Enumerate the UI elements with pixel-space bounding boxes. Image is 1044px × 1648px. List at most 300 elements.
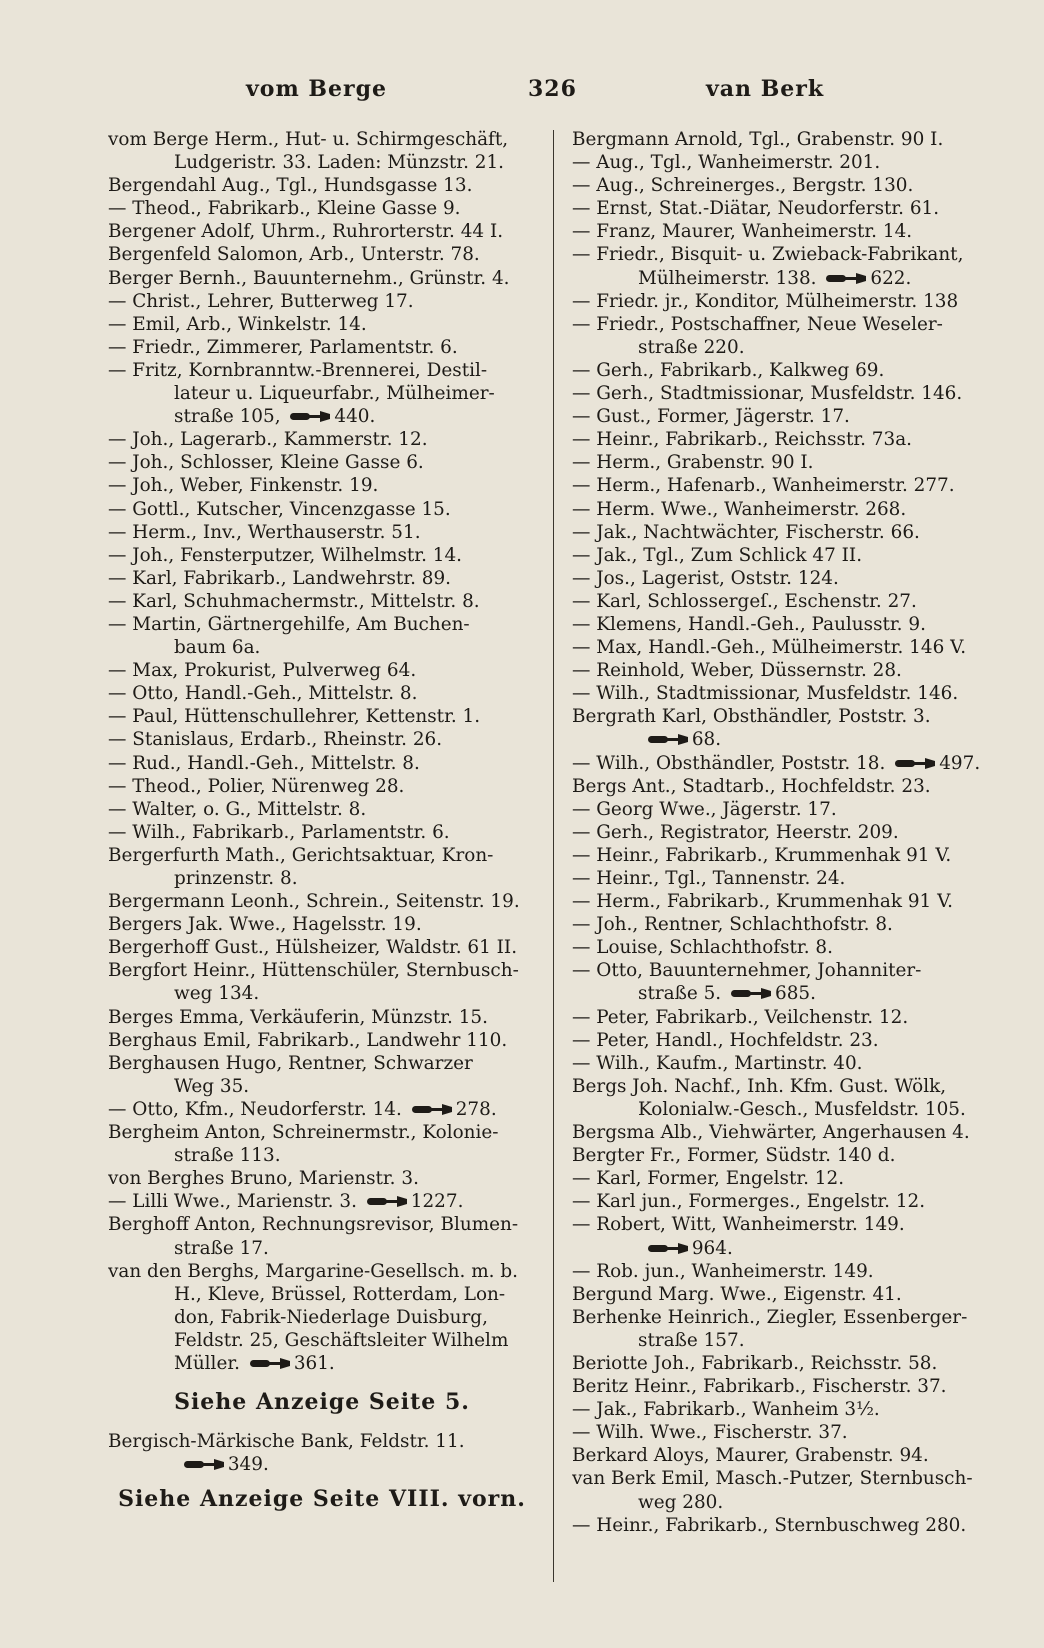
entry-line	[572, 151, 1004, 174]
directory-entry	[108, 659, 536, 682]
directory-entry	[108, 1029, 536, 1052]
entry-text: — Gerh., Registrator, Heerstr. 209.	[572, 821, 899, 843]
entry-text: H., Kleve, Brüssel, Rotterdam, Lon-	[174, 1283, 506, 1305]
entry-line	[108, 220, 536, 243]
directory-entry	[108, 290, 536, 313]
directory-entry	[108, 197, 536, 220]
entry-line	[572, 959, 1004, 982]
entry-text: Beritz Heinr., Fabrikarb., Fischerstr. 37.	[572, 1376, 947, 1398]
directory-entry	[572, 1213, 1004, 1259]
entry-line	[572, 590, 1004, 613]
phone-number: 68.	[691, 729, 722, 751]
entry-text: Bergfort Heinr., Hüttenschüler, Sternbusch-	[108, 960, 519, 982]
directory-entry	[572, 959, 1004, 1005]
directory-entry	[108, 1213, 536, 1259]
directory-entry	[108, 544, 536, 567]
header-left-keyword: vom Berge	[246, 76, 387, 102]
directory-entry	[572, 197, 1004, 220]
entry-text: — Ernst, Stat.-Diätar, Neudorferstr. 61.	[572, 198, 940, 220]
entry-line	[572, 290, 1004, 313]
directory-entry	[572, 867, 1004, 890]
entry-line	[572, 1375, 1004, 1398]
telephone-icon	[891, 757, 937, 770]
entry-text: — Joh., Fensterputzer, Wilhelmstr. 14.	[108, 544, 463, 566]
entry-text: Bergund Marg. Wwe., Eigenstr. 41.	[572, 1283, 902, 1305]
entry-line	[108, 959, 536, 982]
entry-text: Müller.	[174, 1352, 240, 1374]
entry-text: — Rud., Handl.-Geh., Mittelstr. 8.	[108, 752, 420, 774]
entry-text: Bergsma Alb., Viehwärter, Angerhausen 4.	[572, 1122, 970, 1144]
left-column	[108, 128, 536, 1511]
directory-entry	[572, 243, 1004, 289]
phone-number: 440.	[334, 406, 376, 428]
directory-entry	[572, 659, 1004, 682]
entry-text: — Robert, Witt, Wanheimerstr. 149.	[572, 1214, 905, 1236]
entry-text: Bergendahl Aug., Tgl., Hundsgasse 13.	[108, 175, 473, 197]
directory-entry	[572, 775, 1004, 798]
directory-entry	[572, 544, 1004, 567]
entry-text: — Aug., Tgl., Wanheimerstr. 201.	[572, 152, 881, 174]
entry-text: — Herm., Hafenarb., Wanheimerstr. 277.	[572, 475, 955, 497]
entry-text: — Karl jun., Formerges., Engelstr. 12.	[572, 1191, 926, 1213]
entry-line	[108, 498, 536, 521]
entry-text: — Peter, Handl., Hochfeldstr. 23.	[572, 1029, 879, 1051]
entry-continuation-line	[108, 867, 536, 890]
entry-text: — Rob. jun., Wanheimerstr. 149.	[572, 1260, 874, 1282]
entry-text: — Wilh., Kaufm., Martinstr. 40.	[572, 1052, 863, 1074]
entry-line	[572, 1260, 1004, 1283]
entry-text: — Jak., Nachtwächter, Fischerstr. 66.	[572, 521, 920, 543]
directory-entry	[108, 474, 536, 497]
entry-text: — Friedr., Postschaffner, Neue Weseler-	[572, 313, 943, 335]
entry-text: — Karl, Schuhmachermstr., Mittelstr. 8.	[108, 590, 480, 612]
phone-number: 349.	[227, 1454, 269, 1476]
entry-text: Weg 35.	[174, 1075, 250, 1097]
directory-entry	[108, 752, 536, 775]
entry-line	[108, 243, 536, 266]
entry-text: — Heinr., Tgl., Tannenstr. 24.	[572, 868, 846, 889]
entry-line	[108, 544, 536, 567]
directory-entry	[572, 682, 1004, 705]
entry-text: — Georg Wwe., Jägerstr. 17.	[572, 798, 837, 820]
entry-line	[108, 913, 536, 936]
entry-line	[108, 821, 536, 844]
header-right-keyword: van Berk	[706, 76, 825, 102]
directory-entry	[572, 1121, 1004, 1144]
directory-entry	[108, 567, 536, 590]
directory-entry	[108, 705, 536, 728]
entry-line	[108, 1430, 536, 1453]
phone-number: 1227.	[410, 1191, 464, 1213]
entry-text: — Walter, o. G., Mittelstr. 8.	[108, 798, 367, 820]
entry-text: Bergs Ant., Stadtarb., Hochfeldstr. 23.	[572, 775, 931, 797]
entry-text: Bergter Fr., Former, Südstr. 140 d.	[572, 1145, 896, 1167]
directory-entry	[108, 959, 536, 1005]
entry-line	[572, 359, 1004, 382]
entry-line	[108, 521, 536, 544]
entry-line	[108, 1098, 536, 1121]
entry-line	[108, 1006, 536, 1029]
column-divider	[553, 130, 554, 1582]
entry-text: — Otto, Handl.-Geh., Mittelstr. 8.	[108, 683, 418, 705]
directory-entry	[108, 775, 536, 798]
entry-line	[572, 682, 1004, 705]
entry-text: vom Berge Herm., Hut- u. Schirmgeschäft,	[108, 129, 509, 150]
directory-entry	[108, 821, 536, 844]
entry-text: Bergisch-Märkische Bank, Feldstr. 11.	[108, 1431, 465, 1453]
directory-entry	[108, 1121, 536, 1167]
directory-entry	[108, 128, 536, 174]
entry-text: Bergermann Leonh., Schrein., Seitenstr. 19.	[108, 891, 520, 913]
entry-line	[108, 705, 536, 728]
directory-entry	[572, 798, 1004, 821]
entry-line	[108, 798, 536, 821]
telephone-icon	[408, 1103, 454, 1116]
entry-text: — Lilli Wwe., Marienstr. 3.	[108, 1191, 357, 1213]
directory-entry	[572, 313, 1004, 359]
entry-continuation-line	[572, 267, 1004, 290]
entry-line	[108, 428, 536, 451]
entry-line	[108, 590, 536, 613]
entry-line	[572, 1052, 1004, 1075]
directory-entry	[572, 752, 1004, 775]
entry-text: — Franz, Maurer, Wanheimerstr. 14.	[572, 221, 913, 243]
entry-line	[572, 890, 1004, 913]
directory-entry	[108, 613, 536, 659]
directory-entry	[572, 428, 1004, 451]
entry-text: baum 6a.	[174, 637, 261, 659]
entry-text: — Emil, Arb., Winkelstr. 14.	[108, 313, 367, 335]
entry-line	[572, 936, 1004, 959]
entry-continuation-line	[108, 1306, 536, 1329]
directory-entry	[572, 821, 1004, 844]
entry-continuation-line	[572, 1329, 1004, 1352]
entry-text: — Herm. Wwe., Wanheimerstr. 268.	[572, 498, 907, 520]
entry-continuation-line	[572, 1491, 1004, 1514]
directory-entry	[572, 174, 1004, 197]
entry-text: — Gerh., Fabrikarb., Kalkweg 69.	[572, 359, 885, 381]
directory-entry	[572, 705, 1004, 751]
entry-text: straße 220.	[638, 336, 745, 358]
entry-continuation-line	[572, 1098, 1004, 1121]
entry-text: — Joh., Rentner, Schlachthofstr. 8.	[572, 914, 893, 936]
entry-continuation-line	[108, 636, 536, 659]
entry-text: — Heinr., Fabrikarb., Reichsstr. 73a.	[572, 429, 913, 451]
left-entries-after	[108, 1430, 536, 1476]
entry-text: — Gerh., Stadtmissionar, Musfeldstr. 146.	[572, 383, 963, 405]
entry-line	[572, 636, 1004, 659]
entry-line	[108, 775, 536, 798]
directory-entry	[572, 382, 1004, 405]
directory-entry	[108, 428, 536, 451]
directory-entry	[108, 243, 536, 266]
entry-line	[108, 174, 536, 197]
entry-line	[572, 1467, 1004, 1490]
entry-text: — Theod., Fabrikarb., Kleine Gasse 9.	[108, 198, 461, 220]
entry-line	[572, 798, 1004, 821]
directory-entry	[572, 636, 1004, 659]
entry-line	[572, 752, 1004, 775]
entry-line	[108, 290, 536, 313]
entry-text: — Otto, Bauunternehmer, Johanniter-	[572, 960, 922, 982]
entry-continuation-line	[572, 1237, 1004, 1260]
entry-line	[108, 451, 536, 474]
entry-text: Bergrath Karl, Obsthändler, Poststr. 3.	[572, 706, 931, 728]
phone-number: 497.	[939, 752, 981, 774]
entry-line	[572, 844, 1004, 867]
directory-entry	[108, 1006, 536, 1029]
entry-text: lateur u. Liqueurfabr., Mülheimer-	[174, 383, 495, 405]
entry-line	[108, 1052, 536, 1075]
entry-text: — Max, Handl.-Geh., Mülheimerstr. 146 V.	[572, 637, 967, 659]
directory-entry	[108, 682, 536, 705]
entry-text: — Gottl., Kutscher, Vincenzgasse 15.	[108, 498, 451, 520]
entry-line	[108, 1260, 536, 1283]
entry-continuation-line	[108, 405, 536, 428]
telephone-icon	[644, 1242, 690, 1255]
directory-entry	[108, 336, 536, 359]
directory-entry	[572, 613, 1004, 636]
entry-line	[572, 382, 1004, 405]
entry-line	[572, 521, 1004, 544]
entry-text: van den Berghs, Margarine-Gesellsch. m. b.	[108, 1260, 518, 1282]
entry-continuation-line	[108, 1075, 536, 1098]
entry-text: Feldstr. 25, Geschäftsleiter Wilhelm	[174, 1329, 509, 1351]
entry-text: straße 5.	[638, 983, 722, 1005]
entry-text: — Joh., Lagerarb., Kammerstr. 12.	[108, 429, 428, 451]
entry-text: — Fritz, Kornbranntw.-Brennerei, Destil-	[108, 359, 488, 381]
directory-entry	[572, 1398, 1004, 1421]
telephone-icon	[644, 733, 690, 746]
entry-line	[572, 197, 1004, 220]
entry-text: — Jak., Fabrikarb., Wanheim 3½.	[572, 1399, 880, 1421]
entry-text: Berkard Aloys, Maurer, Grabenstr. 94.	[572, 1445, 929, 1467]
entry-text: weg 280.	[638, 1491, 724, 1513]
entry-line	[572, 867, 1004, 890]
entry-line	[572, 1006, 1004, 1029]
entry-text: Berghoff Anton, Rechnungsrevisor, Blumen-	[108, 1214, 519, 1236]
entry-text: — Christ., Lehrer, Butterweg 17.	[108, 290, 414, 312]
entry-text: — Reinhold, Weber, Düssernstr. 28.	[572, 660, 902, 682]
directory-entry	[108, 1167, 536, 1190]
directory-entry	[572, 1029, 1004, 1052]
entry-text: straße 105,	[174, 406, 281, 428]
entry-line	[108, 890, 536, 913]
entry-continuation-line	[108, 151, 536, 174]
directory-entry	[108, 1430, 536, 1476]
directory-entry	[108, 936, 536, 959]
entry-text: — Otto, Kfm., Neudorferstr. 14.	[108, 1098, 402, 1120]
phone-number: 361.	[293, 1352, 335, 1374]
directory-entry	[572, 451, 1004, 474]
page-number: 326	[528, 76, 577, 102]
entry-text: — Theod., Polier, Nürenweg 28.	[108, 775, 405, 797]
directory-entry	[108, 521, 536, 544]
phone-number: 964.	[691, 1237, 733, 1259]
entry-continuation-line	[108, 1453, 536, 1476]
entry-text: Berghausen Hugo, Rentner, Schwarzer	[108, 1052, 473, 1074]
entry-text: — Wilh., Obsthändler, Poststr. 18.	[572, 752, 886, 774]
entry-text: — Louise, Schlachthofstr. 8.	[572, 937, 833, 959]
entry-text: Ludgeristr. 33. Laden: Münzstr. 21.	[174, 152, 505, 174]
entry-line	[108, 1190, 536, 1213]
entry-line	[572, 498, 1004, 521]
directory-entry	[572, 1306, 1004, 1352]
entry-line	[572, 128, 1004, 151]
entry-line	[572, 405, 1004, 428]
telephone-icon	[822, 272, 868, 285]
directory-entry	[572, 474, 1004, 497]
phone-number: 278.	[455, 1098, 497, 1120]
entry-line	[108, 936, 536, 959]
entry-line	[572, 1190, 1004, 1213]
entry-text: don, Fabrik-Niederlage Duisburg,	[174, 1306, 488, 1328]
entry-text: — Heinr., Fabrikarb., Sternbuschweg 280.	[572, 1514, 967, 1536]
entry-line	[572, 1075, 1004, 1098]
directory-entry	[572, 1421, 1004, 1444]
entry-line	[572, 1283, 1004, 1306]
directory-entry	[572, 1006, 1004, 1029]
directory-entry	[572, 128, 1004, 151]
entry-line	[572, 1444, 1004, 1467]
telephone-icon	[246, 1357, 292, 1370]
entry-line	[572, 243, 1004, 266]
directory-entry	[572, 521, 1004, 544]
entry-line	[108, 613, 536, 636]
phone-number: 685.	[775, 983, 816, 1005]
entry-text: straße 17.	[174, 1237, 269, 1259]
directory-entry	[572, 1352, 1004, 1375]
directory-entry	[572, 405, 1004, 428]
entry-text: — Aug., Schreinerges., Bergstr. 130.	[572, 175, 914, 197]
directory-entry	[572, 359, 1004, 382]
advertisement-reference: Siehe Anzeige Seite 5.	[174, 1389, 470, 1416]
entry-text: — Heinr., Fabrikarb., Krummenhak 91 V.	[572, 844, 952, 866]
left-entries	[108, 128, 536, 1375]
entry-line	[108, 1029, 536, 1052]
right-column	[572, 128, 1004, 1537]
entry-text: — Wilh., Stadtmissionar, Musfeldstr. 146.	[572, 683, 959, 705]
entry-line	[572, 659, 1004, 682]
entry-continuation-line	[108, 1352, 536, 1375]
advertisement-reference: Siehe Anzeige Seite VIII. vorn.	[118, 1486, 526, 1513]
entry-continuation-line	[108, 1144, 536, 1167]
entry-text: — Karl, Fabrikarb., Landwehrstr. 89.	[108, 567, 452, 589]
directory-entry	[108, 913, 536, 936]
entry-line	[108, 752, 536, 775]
entry-continuation-line	[108, 1237, 536, 1260]
entry-text: Bergmann Arnold, Tgl., Grabenstr. 90 I.	[572, 129, 944, 150]
entry-text: — Martin, Gärtnergehilfe, Am Buchen-	[108, 613, 470, 635]
telephone-icon	[363, 1195, 409, 1208]
entry-line	[108, 336, 536, 359]
entry-text: Berges Emma, Verkäuferin, Münzstr. 15.	[108, 1006, 488, 1028]
directory-entry	[572, 590, 1004, 613]
entry-text: von Berghes Bruno, Marienstr. 3.	[108, 1168, 419, 1190]
page-header	[0, 76, 1044, 110]
directory-entry	[572, 1467, 1004, 1513]
directory-entry	[572, 1144, 1004, 1167]
directory-entry	[108, 890, 536, 913]
entry-text: van Berk Emil, Masch.-Putzer, Sternbusch-	[572, 1468, 973, 1490]
directory-entry	[572, 1444, 1004, 1467]
entry-line	[572, 1213, 1004, 1236]
entry-text: Bergener Adolf, Uhrm., Ruhrorterstr. 44 I.	[108, 221, 504, 243]
directory-entry	[572, 151, 1004, 174]
entry-text: straße 113.	[174, 1145, 281, 1167]
entry-continuation-line	[572, 336, 1004, 359]
directory-entry	[108, 451, 536, 474]
entry-line	[108, 1213, 536, 1236]
entry-line	[108, 1121, 536, 1144]
entry-text: — Friedr. jr., Konditor, Mülheimerstr. 138	[572, 290, 959, 312]
entry-text: — Herm., Grabenstr. 90 I.	[572, 452, 814, 474]
entry-text: — Stanislaus, Erdarb., Rheinstr. 26.	[108, 729, 443, 751]
entry-text: — Max, Prokurist, Pulverweg 64.	[108, 660, 417, 682]
directory-entry	[572, 913, 1004, 936]
directory-entry	[572, 1190, 1004, 1213]
entry-line	[108, 1167, 536, 1190]
directory-entry	[572, 1375, 1004, 1398]
entry-line	[572, 220, 1004, 243]
entry-text: Berger Bernh., Bauunternehm., Grünstr. 4.	[108, 267, 510, 289]
entry-text: — Gust., Former, Jägerstr. 17.	[572, 406, 850, 428]
entry-text: — Joh., Weber, Finkenstr. 19.	[108, 475, 379, 497]
entry-line	[108, 267, 536, 290]
directory-entry	[108, 590, 536, 613]
directory-entry	[108, 798, 536, 821]
directory-entry	[572, 844, 1004, 867]
entry-line	[572, 1306, 1004, 1329]
directory-entry	[572, 1283, 1004, 1306]
entry-text: Kolonialw.-Gesch., Musfeldstr. 105.	[638, 1098, 966, 1120]
entry-line	[108, 844, 536, 867]
entry-line	[108, 659, 536, 682]
directory-entry	[108, 1098, 536, 1121]
entry-continuation-line	[108, 1329, 536, 1352]
entry-text: — Friedr., Zimmerer, Parlamentstr. 6.	[108, 336, 458, 358]
entry-continuation-line	[108, 982, 536, 1005]
directory-entry	[572, 498, 1004, 521]
entry-continuation-line	[572, 728, 1004, 751]
entry-text: — Joh., Schlosser, Kleine Gasse 6.	[108, 452, 424, 474]
entry-text: Berhenke Heinrich., Ziegler, Essenberger-	[572, 1306, 968, 1328]
entry-line	[108, 197, 536, 220]
entry-text: — Friedr., Bisquit- u. Zwieback-Fabrikant,	[572, 244, 964, 266]
entry-line	[108, 728, 536, 751]
directory-entry	[572, 936, 1004, 959]
telephone-icon	[180, 1458, 226, 1471]
entry-text: Beriotte Joh., Fabrikarb., Reichsstr. 58.	[572, 1352, 938, 1374]
entry-line	[572, 1352, 1004, 1375]
directory-entry	[108, 267, 536, 290]
entry-continuation-line	[108, 1283, 536, 1306]
phone-number: 622.	[870, 267, 912, 289]
directory-entry	[108, 1052, 536, 1098]
directory-entry	[108, 359, 536, 428]
entry-text: — Wilh. Wwe., Fischerstr. 37.	[572, 1422, 848, 1444]
entry-text: Bergs Joh. Nachf., Inh. Kfm. Gust. Wölk,	[572, 1075, 947, 1097]
entry-line	[108, 128, 536, 151]
directory-entry	[572, 1075, 1004, 1121]
entry-line	[572, 474, 1004, 497]
entry-line	[572, 567, 1004, 590]
entry-line	[108, 682, 536, 705]
directory-entry	[108, 1260, 536, 1375]
entry-text: — Karl, Schlossergeſ., Eschenstr. 27.	[572, 590, 917, 612]
entry-text: straße 157.	[638, 1329, 745, 1351]
directory-entry	[108, 313, 536, 336]
